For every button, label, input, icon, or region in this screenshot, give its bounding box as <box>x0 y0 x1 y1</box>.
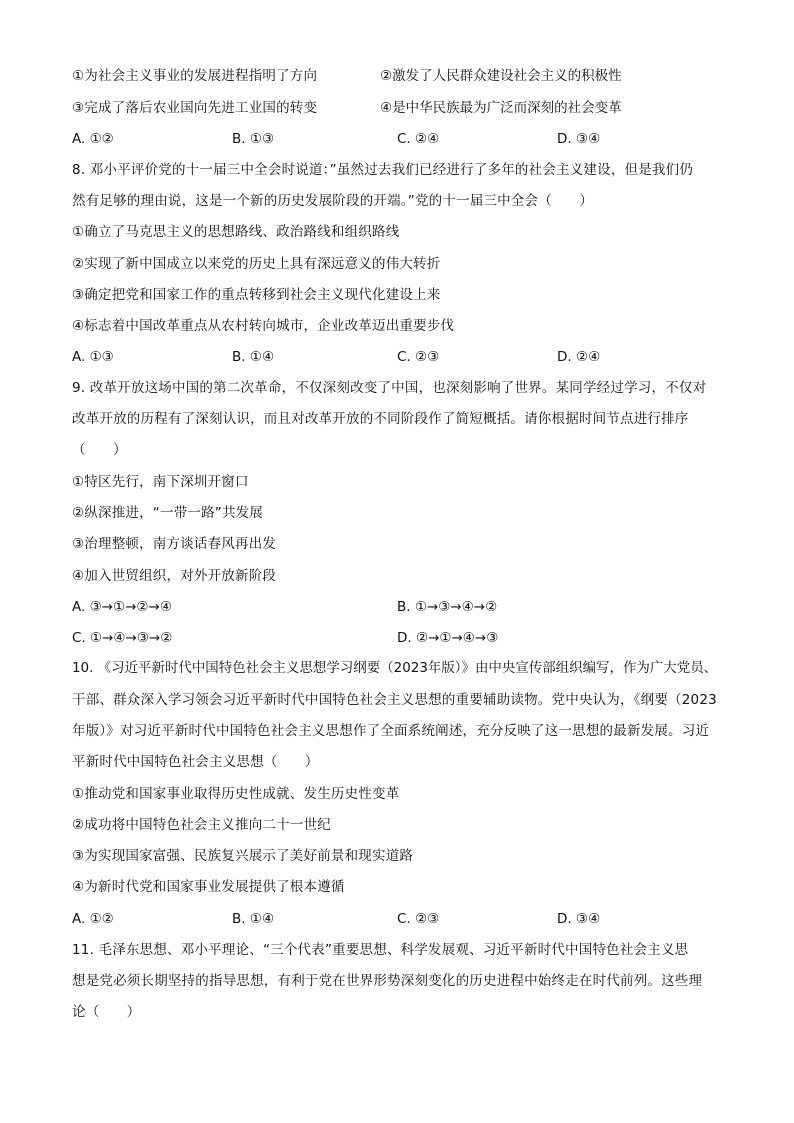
q9-statement-3: ③治理整顿，南方谈话春风再出发 <box>72 536 277 552</box>
q9-statement-4: ④加入世贸组织，对外开放新阶段 <box>72 568 277 584</box>
q8-statement-3: ③确定把党和国家工作的重点转移到社会主义现代化建设上来 <box>72 287 441 303</box>
q7-option-c[interactable]: C. ②④ <box>397 131 440 147</box>
q8-stem-line-2: 然有足够的理由说，这是一个新的历史发展阶段的开端。”党的十一届三中全会（ ） <box>72 193 594 209</box>
q9-option-b[interactable]: B. ①→③→④→② <box>397 599 498 615</box>
q9-statement-1: ①特区先行，南下深圳开窗口 <box>72 474 249 490</box>
q8-statement-1: ①确立了马克思主义的思想路线、政治路线和组织路线 <box>72 224 400 240</box>
q7-option-a[interactable]: A. ①② <box>72 131 114 147</box>
q8-option-c[interactable]: C. ②③ <box>397 349 440 365</box>
q10-statement-4: ④为新时代党和国家事业发展提供了根本遵循 <box>72 879 345 895</box>
q10-stem-line-3: 年版）》对习近平新时代中国特色社会主义思想作了全面系统阐述，充分反映了这一思想的最新发展。习近 <box>72 723 710 739</box>
q10-option-d[interactable]: D. ③④ <box>557 911 601 927</box>
q8-option-a[interactable]: A. ①③ <box>72 349 114 365</box>
q9-option-a[interactable]: A. ③→①→②→④ <box>72 599 172 615</box>
q9-statement-2: ②纵深推进，“一带一路”共发展 <box>72 505 264 521</box>
q10-option-c[interactable]: C. ②③ <box>397 911 440 927</box>
q8-option-b[interactable]: B. ①④ <box>232 349 275 365</box>
q10-statement-2: ②成功将中国特色社会主义推向二十一世纪 <box>72 817 331 833</box>
q11-stem-line-2: 想是党必须长期坚持的指导思想，有利于党在世界形势深刻变化的历史进程中始终走在时代前列。这些理 <box>72 973 703 989</box>
q11-stem-line-1: 11. 毛泽东思想、邓小平理论、“三个代表”重要思想、科学发展观、习近平新时代中国特色社会主义思 <box>72 942 689 958</box>
q11-stem-line-3: 论（ ） <box>72 1004 141 1020</box>
q10-statement-3: ③为实现国家富强、民族复兴展示了美好前景和现实道路 <box>72 848 414 864</box>
q7-statement-1: ①为社会主义事业的发展进程指明了方向 <box>72 68 318 84</box>
q10-stem-line-4: 平新时代中国特色社会主义思想（ ） <box>72 754 319 770</box>
q8-stem-line-1: 8. 邓小平评价党的十一届三中全会时说道：”虽然过去我们已经进行了多年的社会主义建设，但是我们仍 <box>72 162 694 178</box>
q8-statement-2: ②实现了新中国成立以来党的历史上具有深远意义的伟大转折 <box>72 256 441 272</box>
q9-stem-line-2: 改革开放的历程有了深刻认识，而且对改革开放的不同阶段作了简短概括。请你根据时间节点进行排序 <box>72 411 689 427</box>
q7-option-b[interactable]: B. ①③ <box>232 131 275 147</box>
q8-option-d[interactable]: D. ②④ <box>557 349 601 365</box>
q9-option-d[interactable]: D. ②→①→④→③ <box>397 630 499 646</box>
q10-option-b[interactable]: B. ①④ <box>232 911 275 927</box>
q10-stem-line-1: 10. 《习近平新时代中国特色社会主义思想学习纲要（2023年版）》由中央宣传部组织编写，作为广大党员、 <box>72 661 718 676</box>
q9-stem-line-1: 9. 改革开放这场中国的第二次革命，不仅深刻改变了中国，也深刻影响了世界。某同学经过学习，不仅对 <box>72 380 707 396</box>
q9-stem-line-3: （ ） <box>72 442 127 458</box>
q9-option-c[interactable]: C. ①→④→③→② <box>72 630 173 646</box>
q8-statement-4: ④标志着中国改革重点从农村转向城市，企业改革迈出重要步伐 <box>72 318 455 334</box>
q7-statement-3: ③完成了落后农业国向先进工业国的转变 <box>72 100 318 116</box>
q7-option-d[interactable]: D. ③④ <box>557 131 601 147</box>
q10-stem-line-2: 干部、群众深入学习领会习近平新时代中国特色社会主义思想的重要辅助读物。党中央认为，《纲要（2023 <box>72 692 717 708</box>
q7-statement-4: ④是中华民族最为广泛而深刻的社会变革 <box>380 100 622 116</box>
q7-statement-2: ②激发了人民群众建设社会主义的积极性 <box>380 68 622 84</box>
q10-option-a[interactable]: A. ①② <box>72 911 114 927</box>
q10-statement-1: ①推动党和国家事业取得历史性成就、发生历史性变革 <box>72 786 400 802</box>
